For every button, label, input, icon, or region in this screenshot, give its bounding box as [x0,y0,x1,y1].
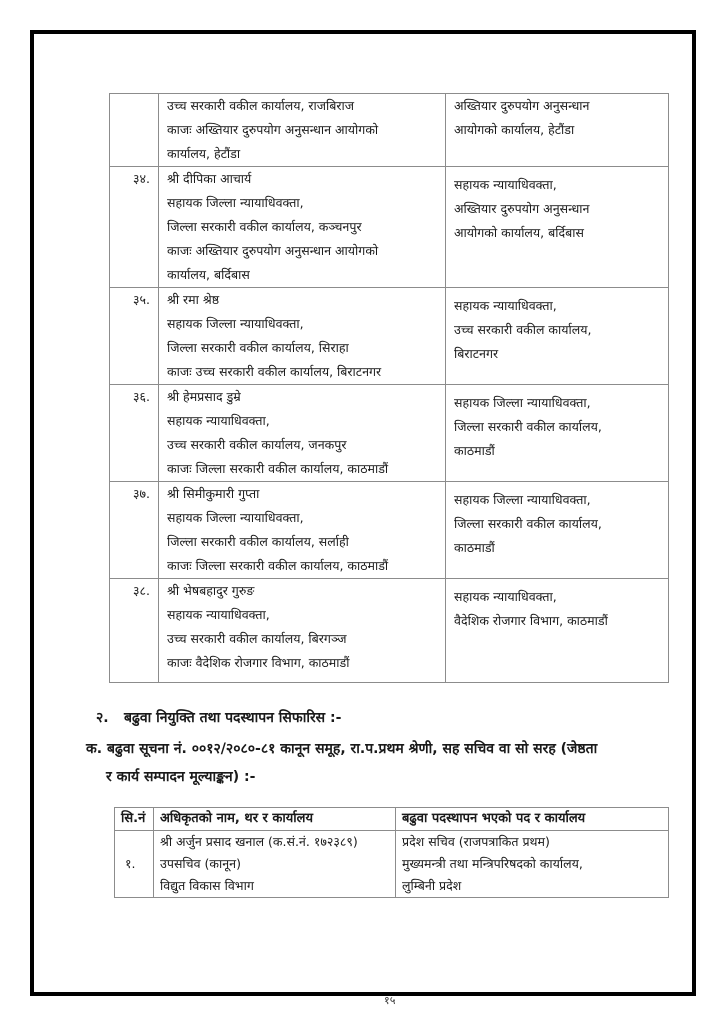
header-row [115,808,669,831]
cell-line: उपसचिव (कानून) [160,856,241,871]
cell-line: जिल्ला सरकारी वकील कार्यालय, [454,419,602,434]
cell-line: अख्तियार दुरुपयोग अनुसन्धान [454,201,590,216]
current-post-cell [159,288,446,385]
table-row [110,94,669,167]
cell-line: सहायक न्यायाधिवक्ता, [454,589,557,604]
current-post-cell [159,385,446,482]
cell-line: सहायक न्यायाधिवक्ता, [454,298,557,313]
current-post-cell [159,579,446,683]
header-name-office: अधिकृतको नाम, थर र कार्यालय [154,808,396,831]
cell-line: वैदेशिक रोजगार विभाग, काठमाडौं [454,613,608,628]
promotion-table [114,807,669,898]
cell-line: श्री अर्जुन प्रसाद खनाल (क.सं.नं. १७२३८९) [160,834,358,849]
cell-line: सहायक जिल्ला न्यायाधिवक्ता, [454,395,591,410]
table-row [110,579,669,683]
cell-line: अख्तियार दुरुपयोग अनुसन्धान [454,98,590,113]
cell-line: सहायक जिल्ला न्यायाधिवक्ता, [167,195,304,210]
cell-line: कार्यालय, हेटौंडा [167,146,241,161]
recommended-post-cell [446,94,669,167]
cell-line: लुम्बिनी प्रदेश [402,878,462,893]
sub-heading [86,735,676,791]
serial-number: ३८. [110,579,159,683]
cell-line: सहायक न्यायाधिवक्ता, [167,413,270,428]
cell-line: श्री रमा श्रेष्ठ [167,292,220,307]
serial-number: ३६. [110,385,159,482]
cell-line: सहायक न्यायाधिवक्ता, [167,607,270,622]
cell-line: सहायक न्यायाधिवक्ता, [454,177,557,192]
serial-number: ३७. [110,482,159,579]
cell-line: आयोगको कार्यालय, बर्दिबास [454,225,584,240]
section-heading [96,708,341,727]
cell-line: श्री हेमप्रसाद डुम्रे [167,389,241,404]
cell-line: उच्च सरकारी वकील कार्यालय, राजबिराज [167,98,355,113]
header-promoted-post: बढुवा पदस्थापन भएको पद र कार्यालय [396,808,669,831]
recommended-post-cell [446,288,669,385]
cell-line: उच्च सरकारी वकील कार्यालय, बिरगञ्ज [167,631,347,646]
section-number: २. [96,710,109,726]
table-row [110,385,669,482]
sub-heading-line-1: क. बढुवा सूचना नं. ००१२/२०८०-८१ कानून समूह, रा.प.प्रथम श्रेणी, सह सचिव वा सो सरह (जेष्ठता [86,741,598,757]
cell-line: काजः उच्च सरकारी वकील कार्यालय, बिराटनगर [167,364,382,379]
page-number: १५ [384,994,396,1007]
recommended-post-cell [446,482,669,579]
recommendation-table-continued [109,93,669,683]
table-row [110,167,669,288]
serial-number: १. [115,831,154,898]
cell-line: सहायक जिल्ला न्यायाधिवक्ता, [167,510,304,525]
current-post-cell [159,482,446,579]
cell-line: कार्यालय, बर्दिबास [167,267,250,282]
table-row [115,831,669,898]
cell-line: जिल्ला सरकारी वकील कार्यालय, सर्लाही [167,534,349,549]
header-sn: सि.नं [115,808,154,831]
cell-line: बिराटनगर [454,346,499,361]
cell-line: प्रदेश सचिव (राजपत्राकित प्रथम) [402,834,550,849]
cell-line: श्री दीपिका आचार्य [167,171,252,186]
serial-number [110,94,159,167]
current-post-cell [159,167,446,288]
section-title: बढुवा नियुक्ति तथा पदस्थापन सिफारिस :- [124,710,342,726]
cell-line: काजः जिल्ला सरकारी वकील कार्यालय, काठमाडौं [167,461,389,476]
cell-line: श्री सिमीकुमारी गुप्ता [167,486,260,501]
current-post-cell [154,831,396,898]
cell-line: विद्युत विकास विभाग [160,878,254,893]
cell-line: काठमाडौं [454,443,495,458]
cell-line: जिल्ला सरकारी वकील कार्यालय, [454,516,602,531]
cell-line: काठमाडौं [454,540,495,555]
serial-number: ३४. [110,167,159,288]
cell-line: उच्च सरकारी वकील कार्यालय, [454,322,592,337]
recommended-post-cell [446,167,669,288]
cell-line: काजः वैदेशिक रोजगार विभाग, काठमाडौं [167,655,350,670]
serial-number: ३५. [110,288,159,385]
sub-heading-line-2: र कार्य सम्पादन मूल्याङ्कन) :- [106,769,256,785]
cell-line: काजः अख्तियार दुरुपयोग अनुसन्धान आयोगको [167,243,379,258]
cell-line: उच्च सरकारी वकील कार्यालय, जनकपुर [167,437,347,452]
cell-line: काजः अख्तियार दुरुपयोग अनुसन्धान आयोगको [167,122,379,137]
recommended-post-cell [446,579,669,683]
table-row [110,482,669,579]
cell-line: काजः जिल्ला सरकारी वकील कार्यालय, काठमाडौं [167,558,389,573]
cell-line: सहायक जिल्ला न्यायाधिवक्ता, [167,316,304,331]
cell-line: आयोगको कार्यालय, हेटौंडा [454,122,575,137]
cell-line: मुख्यमन्त्री तथा मन्त्रिपरिषदको कार्यालय, [402,856,583,871]
cell-line: सहायक जिल्ला न्यायाधिवक्ता, [454,492,591,507]
table-row [110,288,669,385]
cell-line: जिल्ला सरकारी वकील कार्यालय, कञ्चनपुर [167,219,362,234]
cell-line: श्री भेषबहादुर गुरुङ [167,583,255,598]
recommended-post-cell [396,831,669,898]
cell-line: जिल्ला सरकारी वकील कार्यालय, सिराहा [167,340,349,355]
current-post-cell [159,94,446,167]
recommended-post-cell [446,385,669,482]
